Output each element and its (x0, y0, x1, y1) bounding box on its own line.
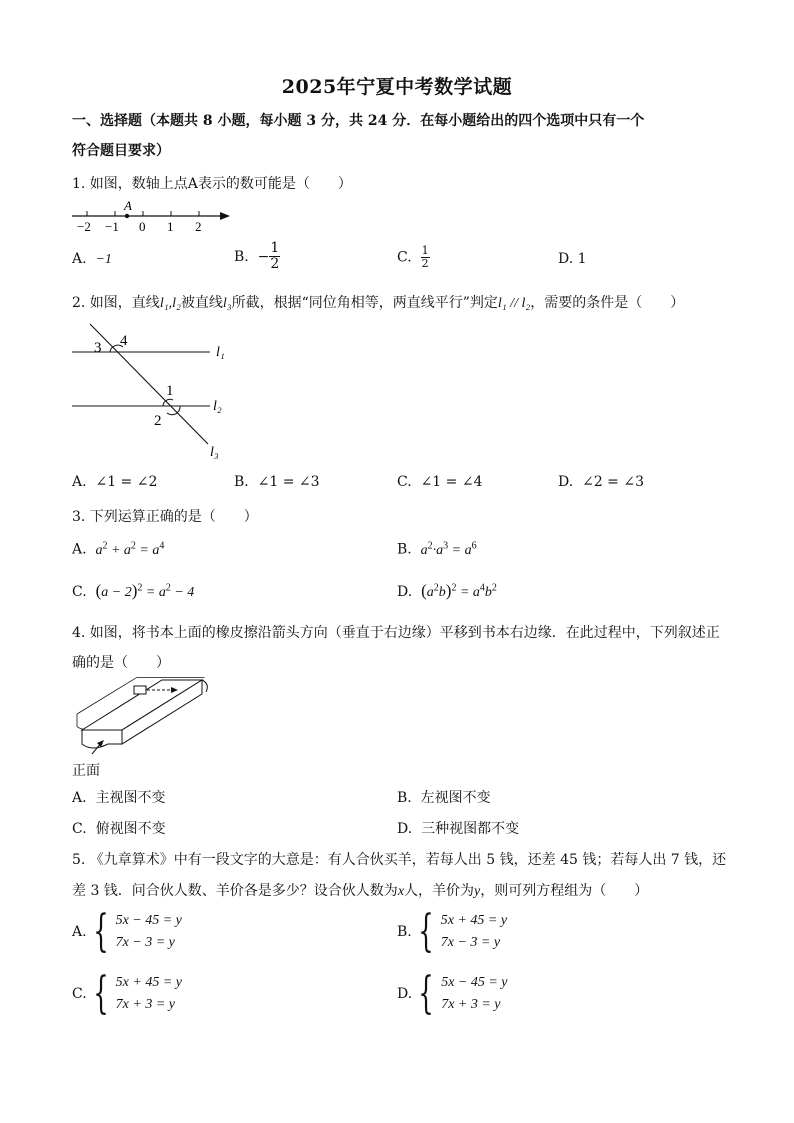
equation: 7x − 3 = y (115, 935, 175, 950)
option-label: A. (72, 790, 87, 806)
tick-label: 2 (195, 219, 202, 234)
line-label-l2: l₂ (213, 399, 222, 414)
angle-label-2: 2 (154, 413, 162, 429)
equation: 7x + 3 = y (115, 997, 175, 1012)
option-label: A. (72, 924, 87, 940)
line-l3 (90, 324, 208, 444)
stem-math: y (474, 884, 481, 899)
equation-system: { 5x + 45 = y 7x + 3 = y (92, 968, 182, 1019)
page-title: 2025年宁夏中考数学试题 (281, 76, 513, 98)
stem-text: 被直线 (180, 295, 223, 311)
option-value: 1 (577, 251, 587, 267)
q2-option-a (72, 474, 157, 490)
stem-math: l₃ (222, 296, 232, 311)
q4-figure-caption: 正面 (72, 763, 100, 779)
q4-stem-line1: 4. 如图，将书本上面的橡皮擦沿箭头方向（垂直于右边缘）平移到书本右边缘．在此过程中，下列叙述正 (72, 625, 720, 641)
eraser (134, 686, 146, 694)
q4-option-d (397, 818, 519, 838)
option-label: A. (72, 474, 87, 490)
option-value: ∠1 = ∠2 (95, 474, 158, 490)
equation-system: { 5x + 45 = y 7x − 3 = y (418, 906, 508, 957)
option-expression: $a^2 + a^2 = a^4$ (95, 540, 165, 558)
angle-label-1: 1 (166, 383, 174, 399)
option-label: D. (397, 986, 413, 1002)
q4-book-eraser-figure (70, 672, 220, 772)
q5-stem-line1: 5. 《九章算术》中有一段文字的大意是：有人合伙买羊，若每人出 5 钱，还差 45 钱；若每人出 7 钱，还 (72, 852, 727, 868)
q3-option-c (72, 581, 194, 601)
point-a-label: A (124, 198, 132, 213)
option-label: B. (397, 541, 412, 558)
option-label: D. (558, 474, 574, 490)
q2-parallel-lines-figure (70, 320, 240, 460)
q2-option-b (234, 474, 320, 490)
option-label: C. (397, 474, 412, 490)
option-value: 主视图不变 (95, 790, 166, 806)
q4-option-c (72, 818, 166, 838)
angle-label-4: 4 (120, 333, 128, 349)
option-sign: − (257, 248, 270, 265)
option-label: B. (397, 790, 412, 806)
option-label: C. (72, 584, 87, 600)
q4-option-a (72, 787, 165, 807)
q5-option-c (72, 968, 182, 1019)
option-value: ∠2 = ∠3 (582, 474, 644, 490)
equation: 7x − 3 = y (440, 935, 501, 950)
equation-system: { 5x − 45 = y 7x − 3 = y (92, 906, 182, 957)
q1-number-line-figure (70, 196, 240, 238)
fraction-denominator: 2 (270, 256, 280, 273)
option-label: B. (397, 924, 412, 940)
line-label-l3: l₃ (210, 445, 219, 460)
option-label: A. (72, 541, 87, 558)
q3-option-a (72, 540, 164, 559)
q5-option-d (397, 968, 508, 1019)
tick-label: −2 (77, 219, 91, 234)
equation: 7x + 3 = y (441, 997, 501, 1012)
q1-option-b (234, 241, 280, 273)
option-expression: $a^2\cdot a^3 = a^6$ (420, 540, 477, 558)
q1-option-d (558, 251, 587, 267)
equation-system: { 5x − 45 = y 7x + 3 = y (418, 968, 508, 1019)
option-value: ∠1 = ∠3 (257, 474, 320, 490)
fraction-numerator: 1 (421, 244, 429, 257)
section-heading-line1: 一、选择题（本题共 8 小题，每小题 3 分，共 24 分．在每小题给出的四个选项中只有一个 (72, 113, 645, 129)
q4-stem-line2: 确的是（ ） (72, 655, 170, 671)
option-label: C. (72, 986, 87, 1002)
stem-text: 差 3 钱．问合伙人数、羊价各是多少？设合伙人数为 (72, 883, 398, 899)
equation: 5x − 45 = y (115, 913, 182, 928)
equation: 5x + 45 = y (440, 913, 508, 928)
q2-option-d (558, 474, 644, 490)
option-value: −1 (95, 252, 112, 267)
q1-stem: 1. 如图，数轴上点A表示的数可能是（ ） (72, 176, 352, 192)
option-expression: $(a^2b)^2 = a^4b^2$ (421, 581, 497, 600)
q5-stem-line2 (72, 880, 648, 900)
q5-option-b (397, 906, 508, 957)
stem-text: 人，羊价为 (404, 883, 475, 899)
option-label: D. (558, 251, 574, 267)
q5-option-a (72, 906, 182, 957)
option-label: C. (397, 249, 412, 266)
tick-label: 0 (139, 219, 146, 234)
q3-option-b (397, 540, 477, 559)
angle-label-3: 3 (94, 340, 102, 356)
q3-option-d (397, 581, 497, 601)
equation: 5x − 45 = y (441, 975, 508, 990)
option-value: 左视图不变 (420, 790, 491, 806)
q1-option-a (72, 251, 112, 268)
tick-label: −1 (105, 219, 119, 234)
stem-text: 2. 如图，直线 (72, 295, 160, 311)
tick-label: 1 (167, 219, 174, 234)
option-label: A. (72, 251, 87, 267)
option-value: 三种视图都不变 (421, 821, 520, 837)
equation: 5x + 45 = y (115, 975, 182, 990)
point-a-dot (125, 214, 129, 218)
option-expression: $(a - 2)^2 = a^2 - 4$ (95, 581, 195, 600)
option-value: 俯视图不变 (95, 821, 166, 837)
stem-math: l₁,l₂ (159, 296, 181, 311)
option-label: D. (397, 821, 413, 837)
q3-stem: 3. 下列运算正确的是（ ） (72, 509, 258, 525)
q1-option-c (397, 245, 430, 270)
fraction-numerator: 1 (270, 240, 280, 256)
stem-math: x (397, 884, 405, 899)
option-label: D. (397, 584, 413, 600)
option-label: C. (72, 821, 87, 837)
q4-option-b (397, 787, 491, 807)
option-label: B. (234, 248, 249, 265)
option-value: ∠1 = ∠4 (420, 474, 483, 490)
q2-option-c (397, 474, 482, 490)
book-front (82, 730, 122, 748)
q2-stem (72, 292, 684, 312)
option-label: B. (234, 474, 249, 490)
number-line-arrow (220, 212, 230, 220)
stem-text: ，则可列方程组为（ ） (480, 883, 649, 899)
book-spine-curve (202, 680, 207, 692)
line-label-l1: l₁ (216, 345, 225, 360)
fraction-denominator: 2 (421, 257, 429, 271)
stem-math: l₁ // l₂ (497, 296, 531, 311)
section-heading-line2: 符合题目要求） (72, 143, 170, 159)
stem-text: 所截，根据“同位角相等，两直线平行”判定 (231, 295, 498, 311)
stem-text: ，需要的条件是（ ） (530, 295, 685, 311)
